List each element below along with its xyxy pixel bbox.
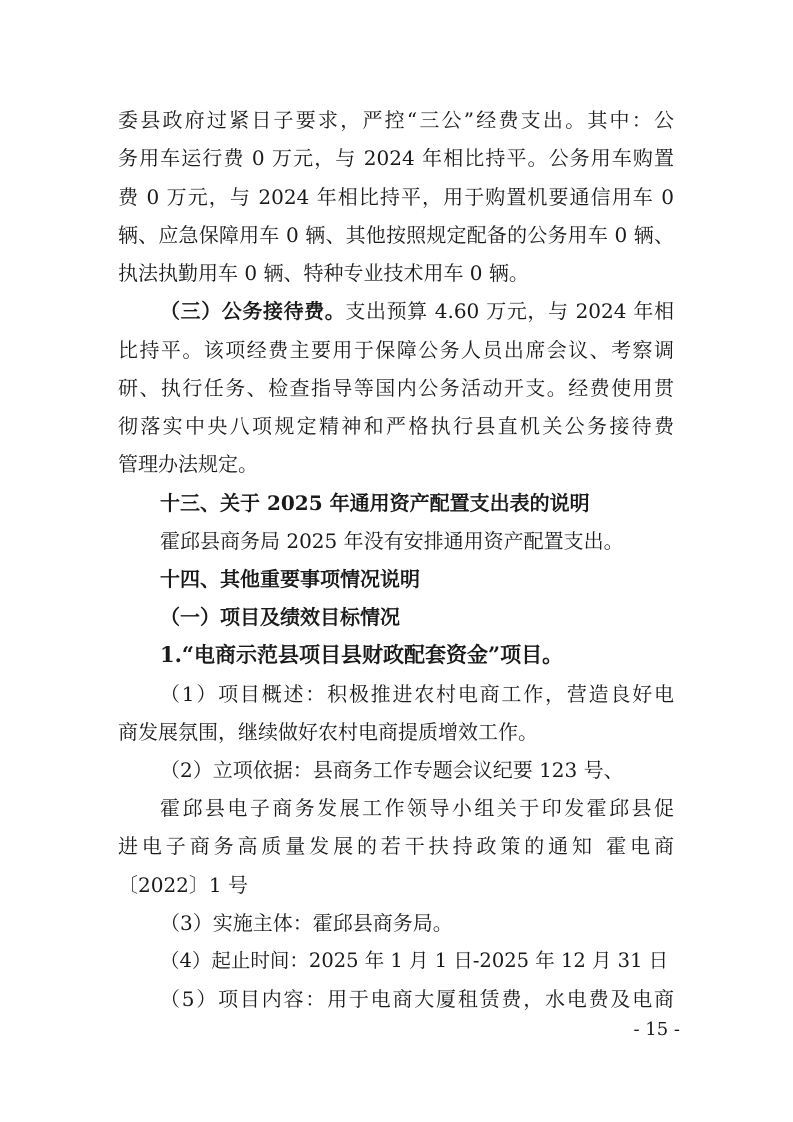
- page-number: - 15 -: [633, 1019, 680, 1040]
- paragraph-line: 〔2022〕1 号: [118, 873, 248, 897]
- paragraph-line: （1）项目概述：积极推进农村电商工作，营造良好电: [160, 682, 674, 706]
- paragraph-line: 管理办法规定。: [118, 452, 258, 476]
- section-heading-14: 十四、其他重要事项情况说明: [160, 567, 420, 591]
- paragraph-line: （4）起止时间：2025 年 1 月 1 日-2025 年 12 月 31 日: [160, 949, 669, 972]
- project-title: 1.“电商示范县项目县财政配套资金”项目。: [160, 642, 564, 667]
- subsection-heading: （一）项目及绩效目标情况: [160, 605, 400, 629]
- paragraph-line: （2）立项依据：县商务工作专题会议纪要 123 号、: [160, 758, 624, 782]
- section-heading-13: 十三、关于 2025 年通用资产配置支出表的说明: [160, 491, 590, 515]
- reception-fee-heading: （三）公务接待费。: [160, 299, 346, 323]
- paragraph-line: 务用车运行费 0 万元，与 2024 年相比持平。公务用车购置: [118, 146, 674, 170]
- paragraph-line: 执法执勤用车 0 辆、特种专业技术用车 0 辆。: [118, 261, 529, 285]
- paragraph-line: 费 0 万元，与 2024 年相比持平，用于购置机要通信用车 0: [118, 185, 674, 209]
- paragraph-line: 霍邱县商务局 2025 年没有安排通用资产配置支出。: [160, 529, 624, 553]
- paragraph-line: 进电子商务高质量发展的若干扶持政策的通知 霍电商: [118, 834, 674, 858]
- reception-fee-text: 支出预算 4.60 万元，与 2024 年相: [345, 299, 675, 323]
- paragraph-line: 彻落实中央八项规定精神和严格执行县直机关公务接待费: [118, 414, 674, 438]
- paragraph-line: 霍邱县电子商务发展工作领导小组关于印发霍邱县促: [160, 796, 674, 820]
- paragraph-line: 辆、应急保障用车 0 辆、其他按照规定配备的公务用车 0 辆、: [118, 223, 674, 247]
- paragraph-line: （5）项目内容：用于电商大厦租赁费，水电费及电商: [160, 987, 674, 1011]
- paragraph-line: 研、执行任务、检查指导等国内公务活动开支。经费使用贯: [118, 376, 674, 400]
- paragraph-line: （3）实施主体：霍邱县商务局。: [160, 911, 453, 935]
- paragraph-line: 商发展氛围，继续做好农村电商提质增效工作。: [118, 720, 538, 744]
- reception-fee-line: [160, 297, 674, 325]
- paragraph-line: 比持平。该项经费主要用于保障公务人员出席会议、考察调: [118, 338, 674, 362]
- paragraph-line: 委县政府过紧日子要求，严控“三公”经费支出。其中：公: [118, 108, 674, 132]
